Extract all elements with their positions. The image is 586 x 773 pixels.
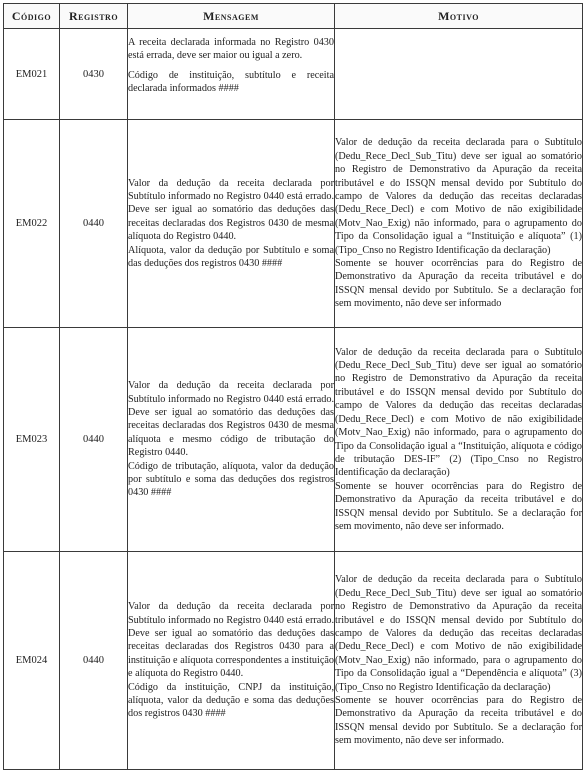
cell-motivo — [335, 120, 583, 328]
header-codigo: Código — [4, 4, 60, 29]
cell-motivo-empty — [335, 29, 583, 120]
cell-mensagem — [128, 29, 335, 120]
cell-codigo: EM023 — [4, 328, 60, 552]
cell-registro: 0440 — [60, 552, 128, 770]
mensagem-paragraph: Valor da dedução da receita declarada por Subtítulo informado no Registro 0440 está errado. Deve ser igual ao somatório das deduções das receitas declaradas dos Registros 0430 de mesma alíquota do Registro 0440. — [128, 177, 334, 243]
mensagem-paragraph: Código de instituição, subtítulo e receita declarada informados #### — [128, 69, 334, 95]
cell-registro: 0430 — [60, 29, 128, 120]
header-registro: Registro — [60, 4, 128, 29]
motivo-paragraph: Valor de dedução da receita declarada para o Subtítulo (Dedu_Rece_Decl_Sub_Titu) deve ser igual ao somatório no Registro de Demonstrativo da Apuração da receita tributável e do ISSQN mensal devido por Subtítulo do campo de Valores da dedução das receitas declaradas (Dedu_Rece_Decl) e com Motivo de não exigibilidade (Motv_Nao_Exig) não informado, para o agrupamento do Tipo da Consolidação igual a “Dependência e alíquota” (3) (Tipo_Cnso no Registro Identificação da declaração) — [335, 574, 582, 693]
table-row — [4, 328, 583, 552]
mensagem-paragraph: Valor da dedução da receita declarada por Subtítulo informado no Registro 0440 está errado. Deve ser igual ao somatório das deduções das receitas declaradas dos Registros 0430 para a instituição e alíquota correspondentes a instituição e alíquota do Registro 0440. — [128, 601, 334, 680]
motivo-paragraph: Somente se houver ocorrências para do Registro de Demonstrativo da Apuração da receita tributável e do ISSQN mensal devido por Subtítulo. Se a declaração for sem movimento, não deve ser informado. — [335, 480, 582, 532]
cell-mensagem — [128, 552, 335, 770]
mensagem-paragraph: Valor da dedução da receita declarada por Subtítulo informado no Registro 0440 está errado. Deve ser igual ao somatório das deduções das receitas declaradas dos Registros 0430 de mesma alíquota e mesmo código de tributação do Registro 0440. — [128, 380, 334, 459]
mensagem-paragraph: A receita declarada informada no Registro 0430 está errada, deve ser maior ou igual a zero. — [128, 37, 334, 62]
cell-mensagem — [128, 120, 335, 328]
table-row — [4, 120, 583, 328]
cell-motivo — [335, 552, 583, 770]
motivo-paragraph: Somente se houver ocorrências para do Registro de Demonstrativo da Apuração da receita tributável e do ISSQN mensal devido por Subtítulo. Se a declaração for sem movimento, não deve ser informado — [335, 258, 582, 310]
cell-registro: 0440 — [60, 120, 128, 328]
error-codes-table — [3, 3, 583, 770]
cell-codigo: EM021 — [4, 29, 60, 120]
table-row — [4, 29, 583, 120]
motivo-paragraph: Valor de dedução da receita declarada para o Subtítulo (Dedu_Rece_Decl_Sub_Titu) deve ser igual ao somatório no Registro de Demonstrativo da Apuração da receita tributável e do ISSQN mensal devido por Subtítulo do campo de Valores da dedução das receitas declaradas (Dedu_Rece_Decl) e com Motivo de não exigibilidade (Motv_Nao_Exig) não informado, para o agrupamento do Tipo da Consolidação igual a “Instituição, alíquota e código de tributação DES-IF” (2) (Tipo_Cnso no Registro Identificação da declaração) — [335, 346, 582, 479]
cell-codigo: EM022 — [4, 120, 60, 328]
mensagem-paragraph: Alíquota, valor da dedução por Subtítulo e soma das deduções dos registros 0430 #### — [128, 244, 334, 270]
motivo-paragraph: Valor de dedução da receita declarada para o Subtítulo (Dedu_Rece_Decl_Sub_Titu) deve ser igual ao somatório no Registro de Demonstrativo da Apuração da receita tributável e do ISSQN mensal devido por Subtítulo do campo de Valores da dedução das receitas declaradas (Dedu_Rece_Decl) e com Motivo de não exigibilidade (Motv_Nao_Exig) não informado, para o agrupamento do Tipo da Consolidação igual a “Instituição e alíquota” (1) (Tipo_Cnso no Registro Identificação da declaração) — [335, 137, 582, 256]
header-mensagem: Mensagem — [128, 4, 335, 29]
table-header-row — [4, 4, 583, 29]
table-row — [4, 552, 583, 770]
mensagem-paragraph: Código de tributação, alíquota, valor da dedução por subtítulo e soma das deduções dos registros 0430 #### — [128, 460, 334, 499]
header-motivo: Motivo — [335, 4, 583, 29]
cell-codigo: EM024 — [4, 552, 60, 770]
mensagem-paragraph: Código da instituição, CNPJ da instituição, alíquota, valor da dedução e soma das deduções dos registros 0430 #### — [128, 681, 334, 720]
cell-motivo — [335, 328, 583, 552]
motivo-paragraph: Somente se houver ocorrências para do Registro de Demonstrativo da Apuração da receita tributável e do ISSQN mensal devido por Subtítulo. Se a declaração for sem movimento, não deve ser informado. — [335, 695, 582, 747]
cell-mensagem — [128, 328, 335, 552]
cell-registro: 0440 — [60, 328, 128, 552]
